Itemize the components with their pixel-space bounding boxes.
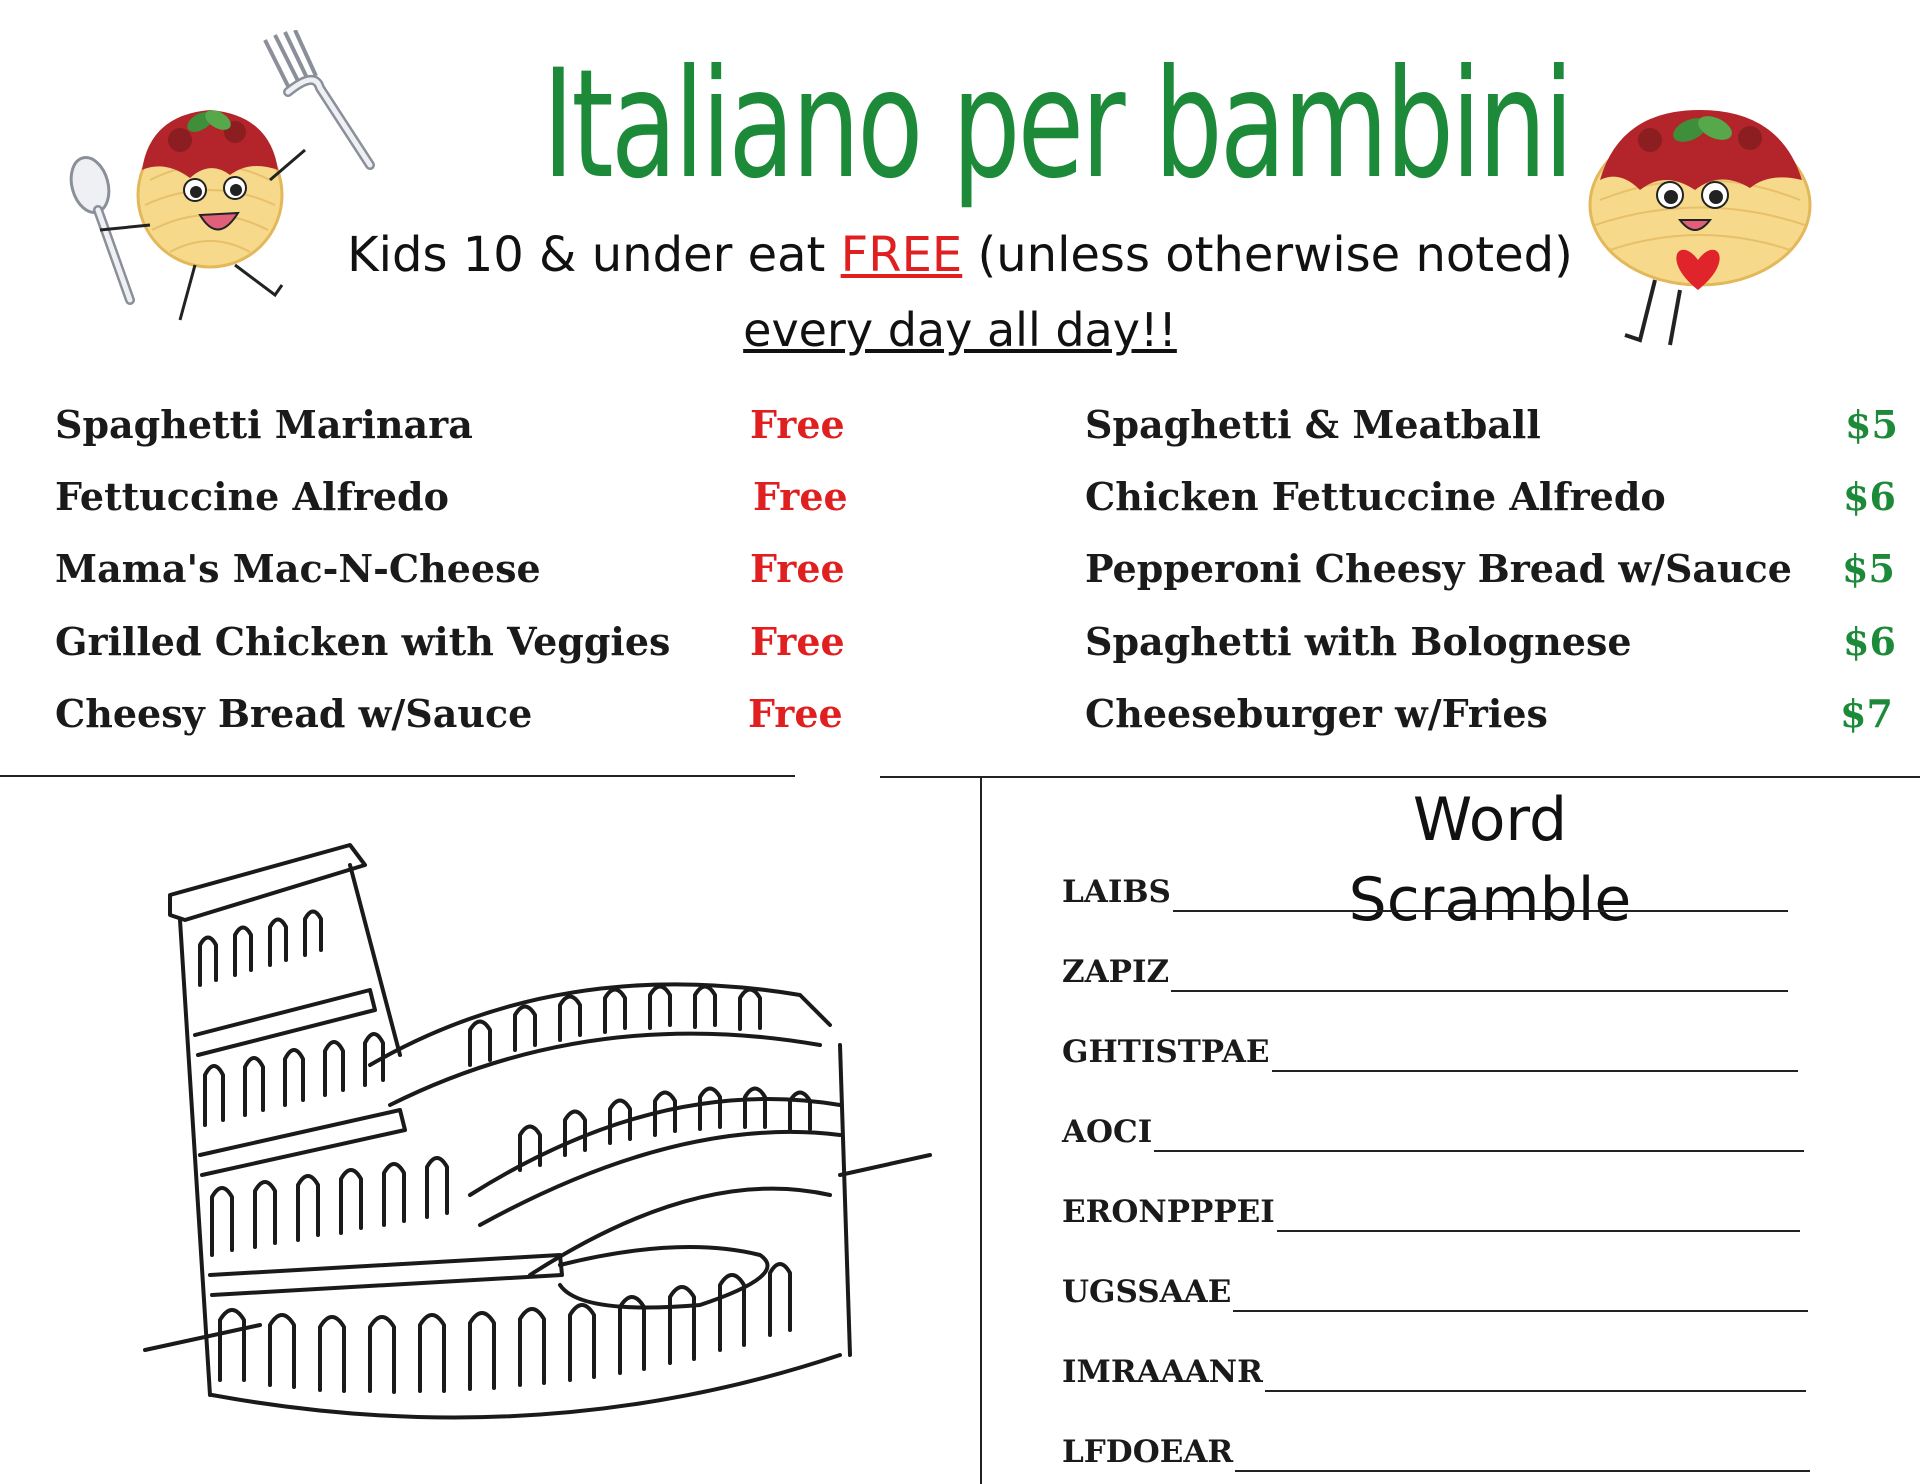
menu-item bbox=[55, 467, 855, 527]
scramble-row bbox=[1062, 1022, 1798, 1072]
menu-item-name: Mama's Mac-N-Cheese bbox=[55, 546, 541, 591]
scramble-word: IMRAAANR bbox=[1062, 1354, 1263, 1390]
menu-item-price: $5 bbox=[1842, 546, 1895, 591]
scramble-row bbox=[1062, 1342, 1806, 1392]
menu-item-name: Chicken Fettuccine Alfredo bbox=[1085, 474, 1666, 519]
answer-blank[interactable] bbox=[1154, 1114, 1804, 1152]
menu-item bbox=[1085, 467, 1896, 527]
spaghetti-heart-mascot-icon bbox=[1570, 100, 1850, 350]
answer-blank[interactable] bbox=[1265, 1354, 1806, 1392]
menu-item-price: $7 bbox=[1840, 691, 1893, 736]
colosseum-outline-icon bbox=[140, 835, 940, 1435]
menu-item-price: Free bbox=[750, 546, 845, 591]
scramble-word: ERONPPPEI bbox=[1062, 1194, 1275, 1230]
scramble-row bbox=[1062, 1262, 1808, 1312]
word-scramble-title: Word Scramble bbox=[1348, 785, 1632, 935]
scramble-word: GHTISTPAE bbox=[1062, 1034, 1270, 1070]
scramble-row bbox=[1062, 1102, 1804, 1152]
menu-item-name: Spaghetti with Bolognese bbox=[1085, 619, 1632, 664]
menu-item-name: Cheesy Bread w/Sauce bbox=[55, 691, 533, 736]
menu-title: Italiano per bambini bbox=[542, 38, 1571, 212]
menu-item-price: Free bbox=[750, 402, 845, 447]
menu-item bbox=[1085, 395, 1898, 455]
scramble-row bbox=[1062, 1422, 1810, 1472]
section-divider-vertical bbox=[980, 776, 982, 1484]
menu-item bbox=[55, 395, 855, 455]
menu-item-name: Pepperoni Cheesy Bread w/Sauce bbox=[1085, 546, 1792, 591]
menu-item-name: Grilled Chicken with Veggies bbox=[55, 619, 671, 664]
scramble-row bbox=[1062, 942, 1788, 992]
answer-blank[interactable] bbox=[1233, 1274, 1808, 1312]
scramble-row bbox=[1062, 1182, 1800, 1232]
section-divider-left bbox=[0, 775, 795, 777]
menu-item-name: Cheeseburger w/Fries bbox=[1085, 691, 1548, 736]
section-divider-right bbox=[880, 776, 1920, 778]
subtitle-text-after: (unless otherwise noted) bbox=[962, 227, 1573, 283]
menu-item-price: $6 bbox=[1843, 619, 1896, 664]
scramble-word: AOCI bbox=[1062, 1114, 1153, 1150]
answer-blank[interactable] bbox=[1171, 954, 1788, 992]
subtitle-free-emphasis: FREE bbox=[840, 227, 963, 283]
scramble-word: LFDOEAR bbox=[1062, 1434, 1234, 1470]
menu-item bbox=[1085, 612, 1896, 672]
answer-blank[interactable] bbox=[1277, 1194, 1800, 1232]
menu-item-price: Free bbox=[748, 691, 843, 736]
menu-item-name: Spaghetti & Meatball bbox=[1085, 402, 1541, 447]
menu-item bbox=[1085, 684, 1893, 744]
scramble-word: LAIBS bbox=[1062, 874, 1171, 910]
subtitle-text-before: Kids 10 & under eat bbox=[347, 227, 841, 283]
menu-item bbox=[55, 612, 855, 672]
menu-subtitle bbox=[340, 225, 1580, 285]
menu-subtitle-line2: every day all day!! bbox=[743, 303, 1177, 357]
spaghetti-fork-spoon-mascot-icon bbox=[60, 30, 390, 340]
menu-item-name: Fettuccine Alfredo bbox=[55, 474, 449, 519]
menu-item-price: $5 bbox=[1845, 402, 1898, 447]
menu-item-price: Free bbox=[753, 474, 848, 519]
answer-blank[interactable] bbox=[1173, 874, 1788, 912]
answer-blank[interactable] bbox=[1272, 1034, 1798, 1072]
menu-item bbox=[55, 684, 855, 744]
answer-blank[interactable] bbox=[1235, 1434, 1810, 1472]
menu-item bbox=[55, 539, 855, 599]
scramble-word: ZAPIZ bbox=[1062, 954, 1170, 990]
menu-item-price: $6 bbox=[1843, 474, 1896, 519]
scramble-word: UGSSAAE bbox=[1062, 1274, 1232, 1310]
menu-item-name: Spaghetti Marinara bbox=[55, 402, 473, 447]
menu-item-price: Free bbox=[750, 619, 845, 664]
menu-item bbox=[1085, 539, 1895, 599]
scramble-row bbox=[1062, 862, 1788, 912]
